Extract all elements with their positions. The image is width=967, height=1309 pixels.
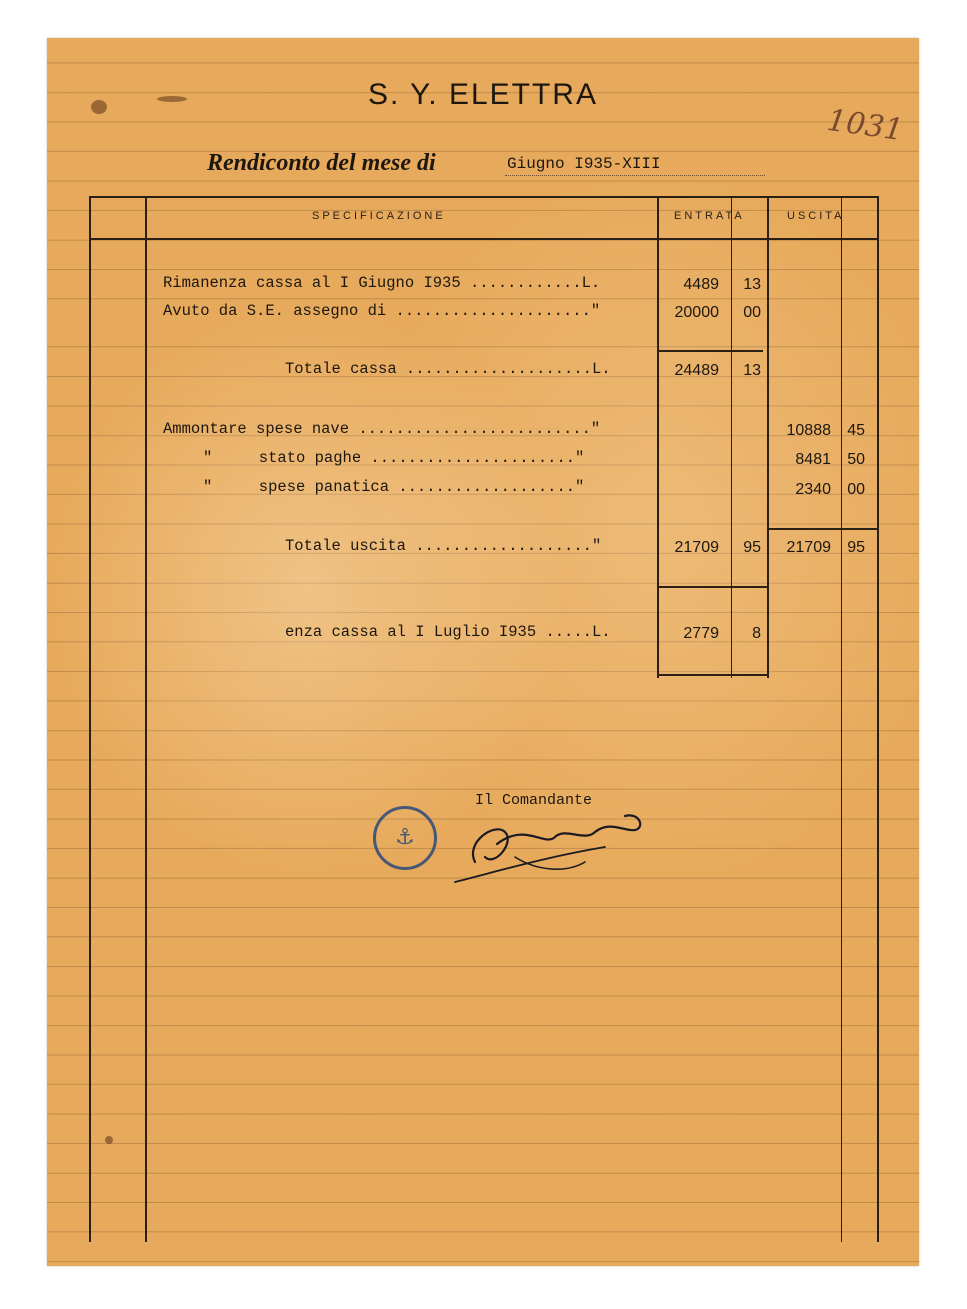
column-header-specificazione: SPECIFICAZIONE bbox=[312, 210, 446, 222]
entrata-amount: 4489 bbox=[683, 276, 719, 293]
balance-rule bbox=[657, 586, 767, 588]
uscita-amount: 8481 bbox=[795, 451, 831, 468]
uscita-amount: 10888 bbox=[786, 422, 831, 439]
closing-rule bbox=[657, 674, 767, 676]
uscita-total-rule bbox=[769, 528, 877, 530]
commander-signature bbox=[435, 802, 655, 892]
entrata-cents: 13 bbox=[743, 362, 761, 379]
entrata-amount: 20000 bbox=[674, 304, 719, 321]
month-underline bbox=[505, 175, 765, 176]
uscita-cents: 50 bbox=[847, 451, 865, 468]
report-month: Giugno I935-XIII bbox=[507, 155, 661, 173]
specification-divider bbox=[145, 198, 147, 1242]
vessel-title: S. Y. ELETTRA bbox=[368, 78, 598, 111]
ledger-row-text: " stato paghe ......................" bbox=[203, 449, 585, 467]
ledger-row-text: Rimanenza cassa al I Giugno I935 ............L. bbox=[163, 274, 601, 292]
entrata-amount: 2779 bbox=[683, 625, 719, 642]
entrata-cents: 00 bbox=[743, 304, 761, 321]
document-sheet bbox=[47, 38, 919, 1266]
ledger-frame bbox=[89, 196, 879, 1242]
uscita-amount: 21709 bbox=[786, 539, 831, 556]
ledger-row-text: Ammontare spese nave ........................." bbox=[163, 420, 601, 438]
archive-number: 1031 bbox=[824, 102, 906, 149]
entrata-cents: 95 bbox=[743, 539, 761, 556]
frame-left-line bbox=[89, 198, 91, 1242]
ledger-row-text: " spese panatica ..................." bbox=[203, 478, 585, 496]
uscita-decimal-divider bbox=[841, 198, 842, 1242]
column-header-uscita: USCITA bbox=[787, 210, 845, 222]
commander-title: Il Comandante bbox=[475, 792, 593, 809]
entrata-decimal-divider bbox=[731, 198, 732, 678]
ledger-row-text: Avuto da S.E. assegno di ....................." bbox=[163, 302, 601, 320]
uscita-cents: 00 bbox=[847, 481, 865, 498]
frame-right-line bbox=[877, 198, 879, 1242]
anchor-icon: ⚓ bbox=[395, 825, 415, 850]
entrata-amount: 21709 bbox=[674, 539, 719, 556]
header-underline bbox=[89, 238, 879, 240]
ledger-row-text: Totale uscita ..................." bbox=[285, 537, 602, 555]
ledger-row-text: Totale cassa ....................L. bbox=[285, 360, 611, 378]
ink-stain bbox=[157, 96, 187, 102]
uscita-amount: 2340 bbox=[795, 481, 831, 498]
subtotal-rule bbox=[659, 350, 763, 352]
uscita-cents: 45 bbox=[847, 422, 865, 439]
entrata-amount: 24489 bbox=[674, 362, 719, 379]
yacht-stamp bbox=[373, 806, 437, 870]
uscita-cents: 95 bbox=[847, 539, 865, 556]
ledger-row-text: enza cassa al I Luglio I935 .....L. bbox=[285, 623, 611, 641]
column-header-entrata: ENTRATA bbox=[674, 210, 745, 222]
entrata-cents: 8 bbox=[752, 625, 761, 642]
ink-stain bbox=[105, 1136, 113, 1144]
report-heading: Rendiconto del mese di bbox=[207, 150, 436, 176]
ink-stain bbox=[91, 100, 107, 114]
entrata-cents: 13 bbox=[743, 276, 761, 293]
entrata-left-divider bbox=[657, 198, 659, 678]
